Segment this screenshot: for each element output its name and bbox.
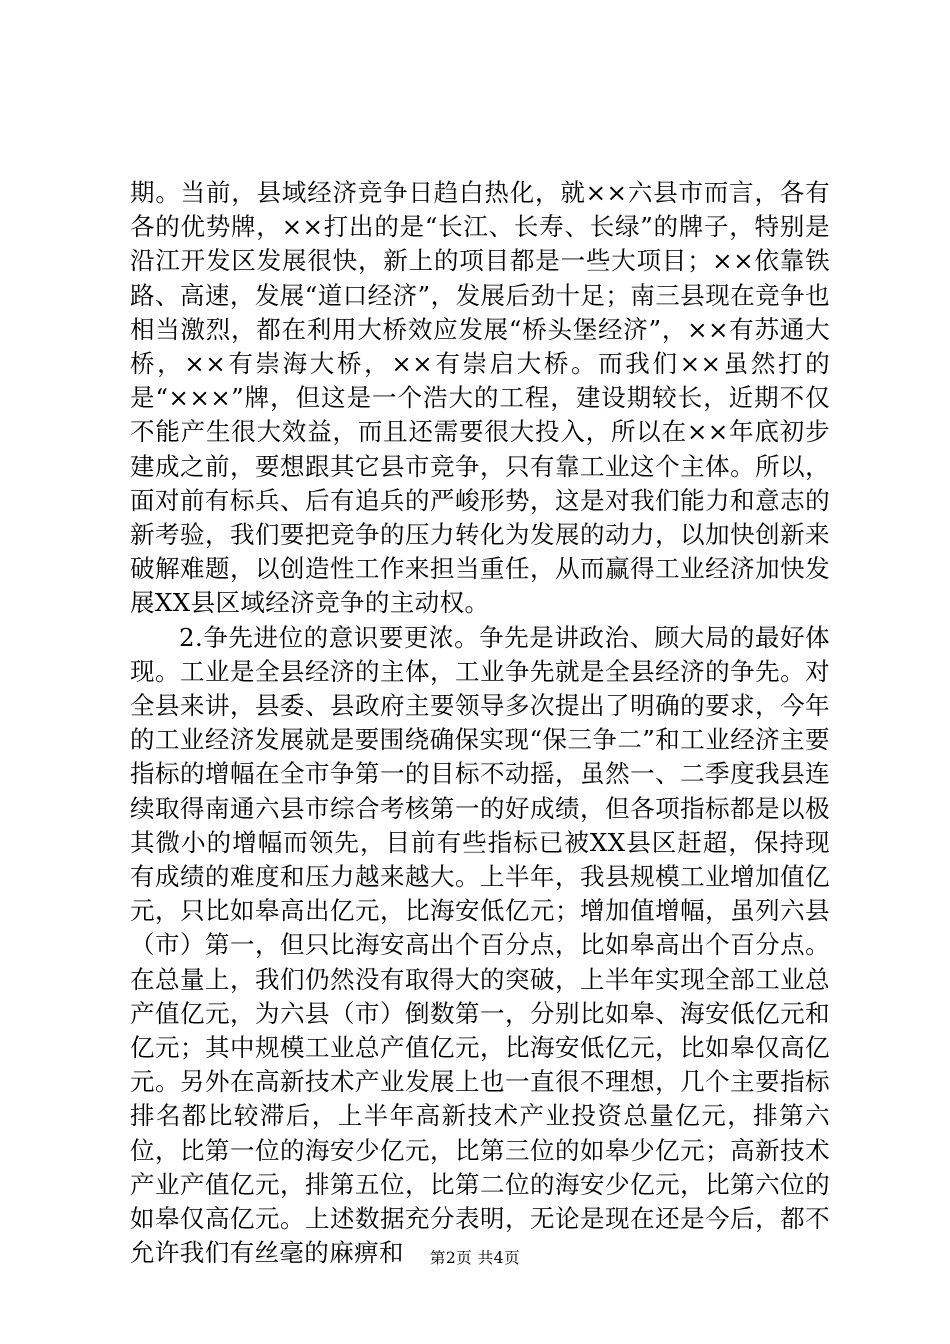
- paragraph-continuation: 期。当前，县域经济竞争日趋白热化，就××六县市而言，各有各的优势牌，××打出的是“长江、长寿、长绿”的牌子，特别是沿江开发区发展很快，新上的项目都是一些大项目；××依靠铁路、高速，发展“道口经济”，发展后劲十足；南三县现在竞争也相当激烈，都在利用大桥效应发展“桥头堡经济”，××有苏通大桥，××有崇海大桥，××有崇启大桥。而我们××虽然打的是“×××”牌，但这是一个浩大的工程，建设期较长，近期不仅不能产生很大效益，而且还需要很大投入，所以在××年底初步建成之前，要想跟其它县市竞争，只有靠工业这个主体。所以，面对前有标兵、后有追兵的严峻形势，这是对我们能力和意志的新考验，我们要把竞争的压力转化为发展的动力，以加快创新来破解难题，以创造性工作来担当重任，从而赢得工业经济加快发展XX县区域经济竞争的主动权。: [130, 178, 830, 618]
- page-indicator: 第2页 共4页: [429, 1249, 521, 1267]
- document-body: [130, 176, 830, 1271]
- paragraph-competition-awareness: 2.争先进位的意识要更浓。争先是讲政治、顾大局的最好体现。工业是全县经济的主体，工业争先就是全县经济的争先。对全县来讲，县委、县政府主要领导多次提出了明确的要求，今年的工业经济发展就是要围绕确保实现“保三争二”和工业经济主要指标的增幅在全市争第一的目标不动摇，虽然一、二季度我县连续取得南通六县市综合考核第一的好成绩，但各项指标都是以极其微小的增幅而领先，目前有些指标已被XX县区赶超，保持现有成绩的难度和压力越来越大。上半年，我县规模工业增加值亿元，只比如皋高出亿元，比海安低亿元；增加值增幅，虽列六县（市）第一，但只比海安高出个百分点，比如皋高出个百分点。在总量上，我们仍然没有取得大的突破，上半年实现全部工业总产值亿元，为六县（市）倒数第一，分别比如皋、海安低亿元和亿元；其中规模工业总产值亿元，比海安低亿元，比如皋仅高亿元。另外在高新技术产业发展上也一直很不理想，几个主要指标排名都比较滞后，上半年高新技术产业投资总量亿元，排第六位，比第一位的海安少亿元，比第三位的如皋少亿元；高新技术产业产值亿元，排第五位，比第二位的海安少亿元，比第六位的如皋仅高亿元。上述数据充分表明，无论是现在还是今后，都不允许我们有丝毫的麻痹和: [130, 622, 830, 1268]
- page-footer: [0, 1248, 950, 1268]
